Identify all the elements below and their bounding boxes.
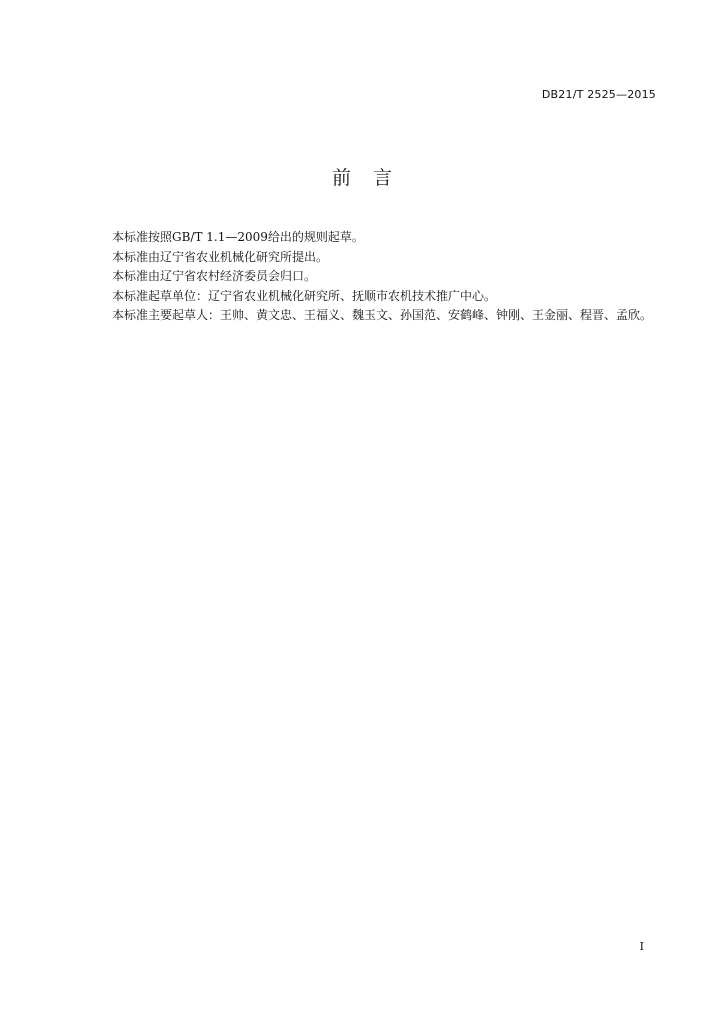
paragraph-centralized-unit: 本标准由辽宁省农村经济委员会归口。 <box>112 269 317 283</box>
paragraph-drafting-rules: 本标准按照GB/T 1.1—2009给出的规则起草。 <box>112 230 364 244</box>
page-title: 前言 <box>331 167 414 189</box>
paragraph-proposer: 本标准由辽宁省农业机械化研究所提出。 <box>112 249 329 264</box>
page-number: I <box>639 940 644 953</box>
paragraph-main-drafters: 本标准主要起草人：王帅、黄文忠、王福义、魏玉文、孙国范、安鹤峰、钟刚、王金丽、程晋、孟欣。 <box>112 308 653 322</box>
paragraph-drafting-units: 本标准起草单位：辽宁省农业机械化研究所、抚顺市农机技术推广中心。 <box>112 288 497 303</box>
foreword-body <box>88 228 656 326</box>
document-code: DB21/T 2525—2015 <box>541 88 656 101</box>
